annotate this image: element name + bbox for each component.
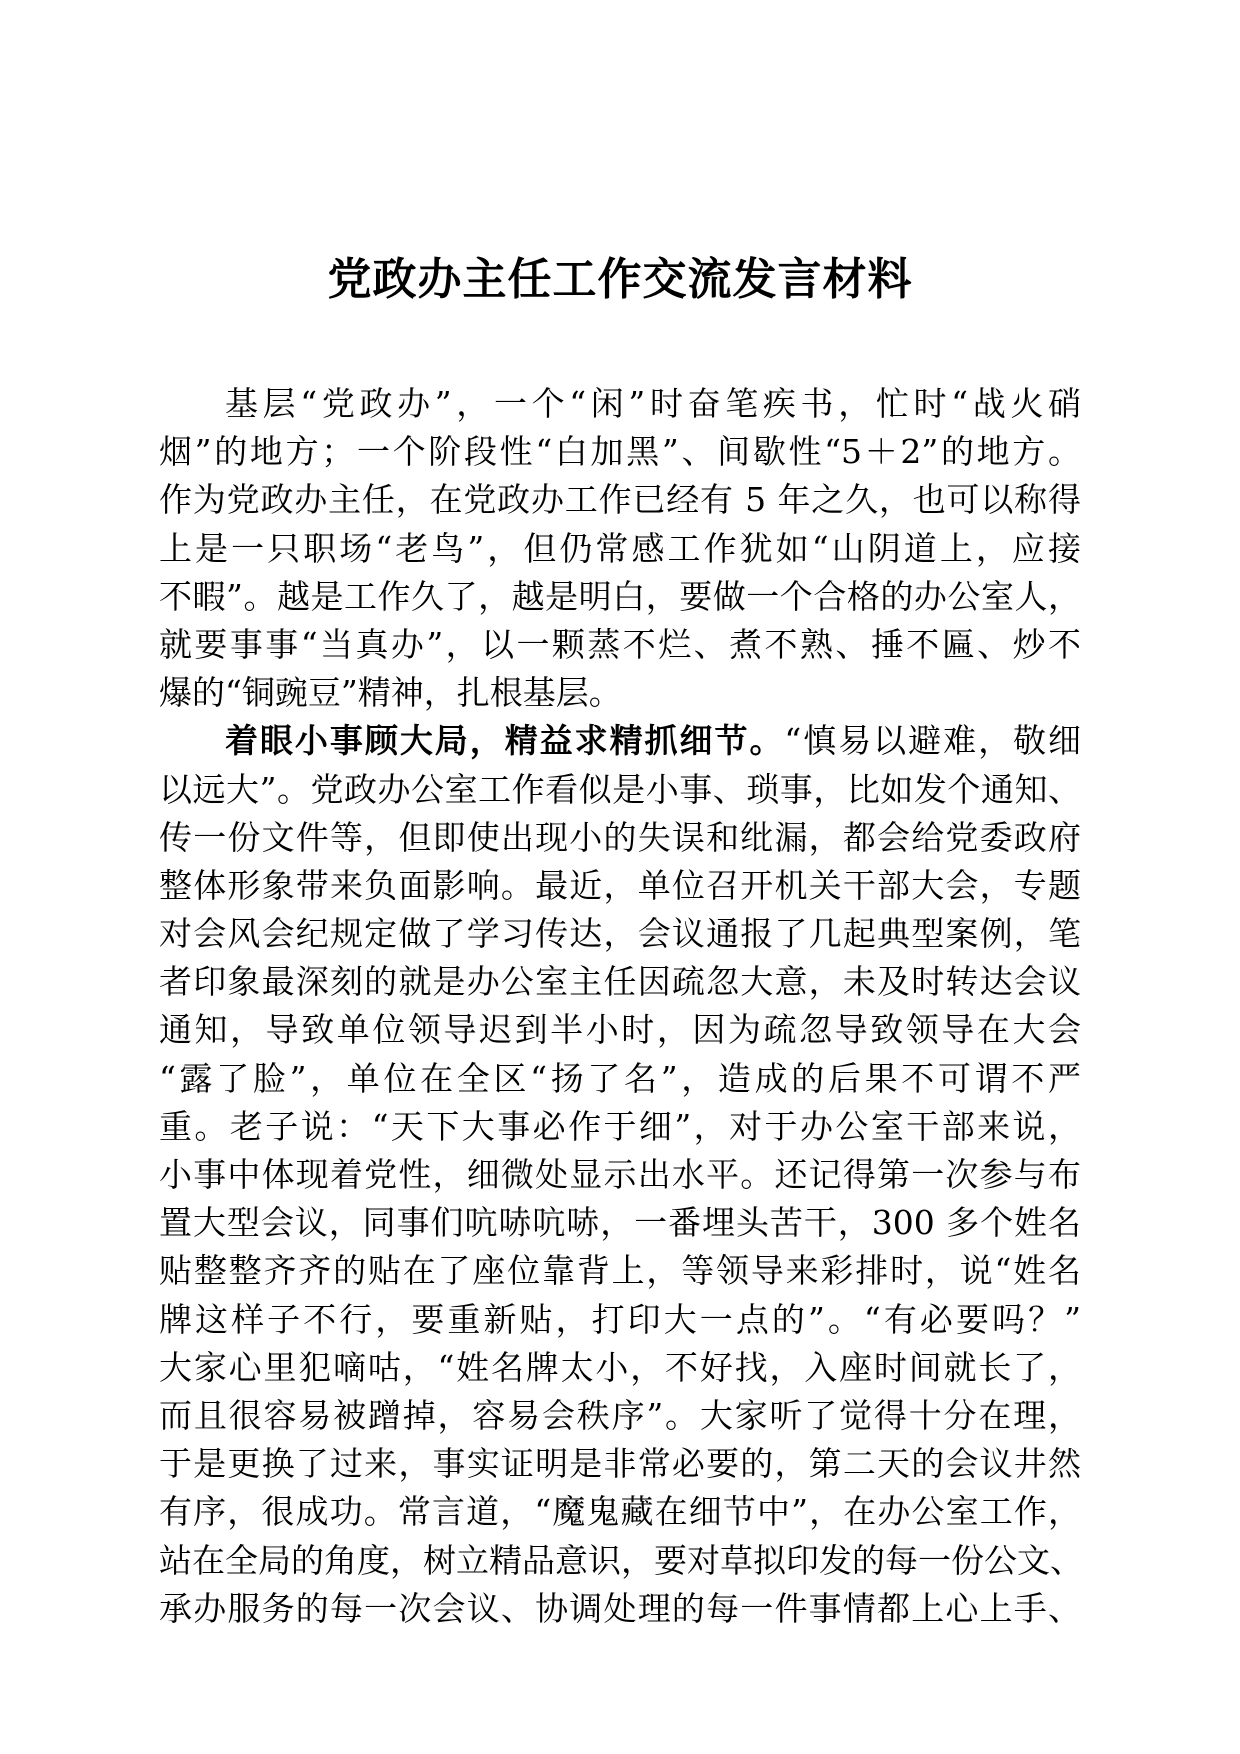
paragraph-line: 承办服务的每一次会议、协调处理的每一件事情都上心上手、 <box>159 1588 1081 1628</box>
paragraph-line: 通知，导致单位领导迟到半小时，因为疏忽导致领导在大会 <box>159 1010 1081 1050</box>
paragraph-line: 大家心里犯嘀咕，“姓名牌太小，不好找，入座时间就长了， <box>159 1347 1081 1387</box>
paragraph-line: 有序，很成功。常言道，“魔鬼藏在细节中”，在办公室工作， <box>159 1492 1081 1532</box>
paragraph-line: 重。老子说：“天下大事必作于细”，对于办公室干部来说， <box>159 1106 1081 1146</box>
paragraph-line: 作为党政办主任，在党政办工作已经有 5 年之久，也可以称得 <box>159 480 1081 520</box>
document-title: 党政办主任工作交流发言材料 <box>327 254 913 305</box>
paragraph-line: 贴整整齐齐的贴在了座位靠背上，等领导来彩排时，说“姓名 <box>159 1251 1081 1291</box>
paragraph-lead-heading: 着眼小事顾大局，精益求精抓细节。 <box>225 721 785 761</box>
paragraph-line: 就要事事“当真办”，以一颗蒸不烂、煮不熟、捶不匾、炒不 <box>159 624 1081 664</box>
document-body <box>159 380 1081 1633</box>
paragraph-line: 而且很容易被蹭掉，容易会秩序”。大家听了觉得十分在理， <box>159 1395 1081 1435</box>
paragraph-first-line-rest: “慎易以避难，敬细 <box>784 721 1082 761</box>
paragraph-line: 对会风会纪规定做了学习传达，会议通报了几起典型案例，笔 <box>159 914 1081 954</box>
paragraph-details <box>159 717 1081 1633</box>
paragraph-line: 置大型会议，同事们吭哧吭哧，一番埋头苦干，300 多个姓名 <box>159 1203 1081 1243</box>
paragraph-line: 爆的“铜豌豆”精神，扎根基层。 <box>159 673 622 713</box>
paragraph-line: “露了脸”，单位在全区“扬了名”，造成的后果不可谓不严 <box>159 1058 1081 1098</box>
paragraph-line: 以远大”。党政办公室工作看似是小事、琐事，比如发个通知、 <box>159 769 1081 809</box>
paragraph-intro <box>159 380 1081 717</box>
paragraph-first-line <box>159 717 1081 765</box>
paragraph-line: 小事中体现着党性，细微处显示出水平。还记得第一次参与布 <box>159 1155 1081 1194</box>
paragraph-line: 者印象最深刻的就是办公室主任因疏忽大意，未及时转达会议 <box>159 962 1081 1002</box>
paragraph-line: 烟”的地方；一个阶段性“白加黑”、间歇性“5＋2”的地方。 <box>159 432 1081 472</box>
paragraph-line: 不暇”。越是工作久了，越是明白，要做一个合格的办公室人， <box>159 576 1081 616</box>
paragraph-line: 整体形象带来负面影响。最近，单位召开机关干部大会，专题 <box>159 865 1081 905</box>
paragraph-line: 上是一只职场“老鸟”，但仍常感工作犹如“山阴道上，应接 <box>159 528 1081 568</box>
paragraph-line: 站在全局的角度，树立精品意识，要对草拟印发的每一份公文、 <box>159 1540 1083 1580</box>
paragraph-line: 牌这样子不行，要重新贴，打印大一点的”。“有必要吗？” <box>159 1299 1081 1339</box>
paragraph-line: 基层“党政办”，一个“闲”时奋笔疾书，忙时“战火硝 <box>225 384 1081 423</box>
paragraph-line: 于是更换了过来，事实证明是非常必要的，第二天的会议井然 <box>159 1444 1081 1484</box>
paragraph-line: 传一份文件等，但即使出现小的失误和纰漏，都会给党委政府 <box>159 817 1081 857</box>
